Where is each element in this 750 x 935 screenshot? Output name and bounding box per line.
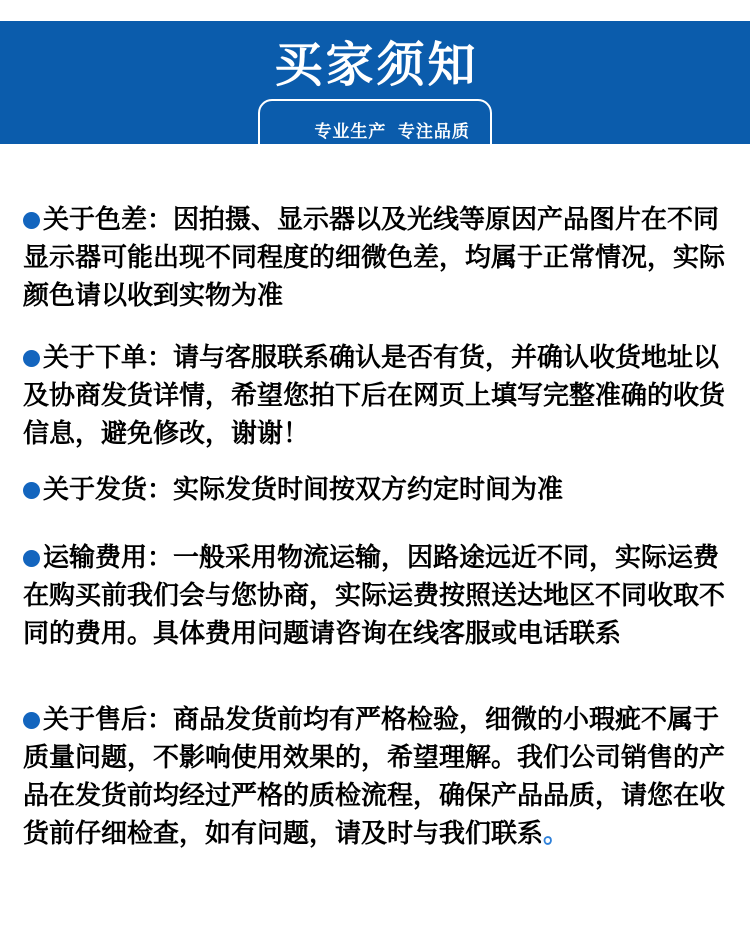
notice-after-sales bbox=[23, 700, 746, 852]
notice-text: 货前仔细检查，如有问题，请及时与我们联系 bbox=[23, 818, 544, 848]
header-banner bbox=[0, 21, 750, 144]
notice-line bbox=[23, 470, 746, 508]
notice-text: 信息，避免修改，谢谢！ bbox=[23, 418, 310, 448]
notice-text: 关于发货：实际发货时间按双方约定时间为准 bbox=[43, 474, 564, 504]
page-title: 买家须知 bbox=[274, 39, 479, 92]
notice-line bbox=[23, 276, 746, 314]
notice-line bbox=[23, 738, 746, 776]
notice-line bbox=[23, 200, 746, 238]
notice-text: 同的费用。具体费用问题请咨询在线客服或电话联系 bbox=[23, 618, 622, 648]
notice-line bbox=[23, 700, 746, 738]
notice-text: 质量问题，不影响使用效果的，希望理解。我们公司销售的产 bbox=[23, 742, 726, 772]
notice-line bbox=[23, 614, 746, 652]
notice-color-difference bbox=[23, 200, 746, 314]
notice-text: 运输费用：一般采用物流运输，因路途远近不同，实际运费 bbox=[43, 542, 720, 572]
notice-line bbox=[23, 776, 746, 814]
notice-line bbox=[23, 814, 746, 852]
notice-text: 颜色请以收到实物为准 bbox=[23, 280, 284, 310]
notice-text: 关于色差：因拍摄、显示器以及光线等原因产品图片在不同 bbox=[43, 204, 720, 234]
notices-section bbox=[0, 200, 750, 852]
subtitle-text: 专业生产 专注品质 bbox=[314, 122, 470, 141]
notice-line bbox=[23, 238, 746, 276]
notice-text: 及协商发货详情，希望您拍下后在网页上填写完整准确的收货 bbox=[23, 380, 726, 410]
bullet-icon bbox=[23, 712, 40, 729]
notice-shipping-cost bbox=[23, 538, 746, 652]
notice-text: 关于下单：请与客服联系确认是否有货，并确认收货地址以 bbox=[43, 342, 720, 372]
notice-line bbox=[23, 538, 746, 576]
notice-shipping bbox=[23, 470, 746, 508]
notice-text: 品在发货前均经过严格的质检流程，确保产品品质，请您在收 bbox=[23, 780, 726, 810]
notice-ordering bbox=[23, 338, 746, 452]
notice-line bbox=[23, 376, 746, 414]
subtitle-pill bbox=[258, 99, 492, 166]
bullet-icon bbox=[23, 350, 40, 367]
notice-line bbox=[23, 414, 746, 452]
tail-period: 。 bbox=[543, 818, 570, 848]
notice-line bbox=[23, 338, 746, 376]
bullet-icon bbox=[23, 482, 40, 499]
notice-text: 关于售后：商品发货前均有严格检验，细微的小瑕疵不属于 bbox=[43, 704, 720, 734]
notice-line bbox=[23, 576, 746, 614]
notice-text: 显示器可能出现不同程度的细微色差，均属于正常情况，实际 bbox=[23, 242, 726, 272]
bullet-icon bbox=[23, 212, 40, 229]
notice-text: 在购买前我们会与您协商，实际运费按照送达地区不同收取不 bbox=[23, 580, 726, 610]
bullet-icon bbox=[23, 550, 40, 567]
